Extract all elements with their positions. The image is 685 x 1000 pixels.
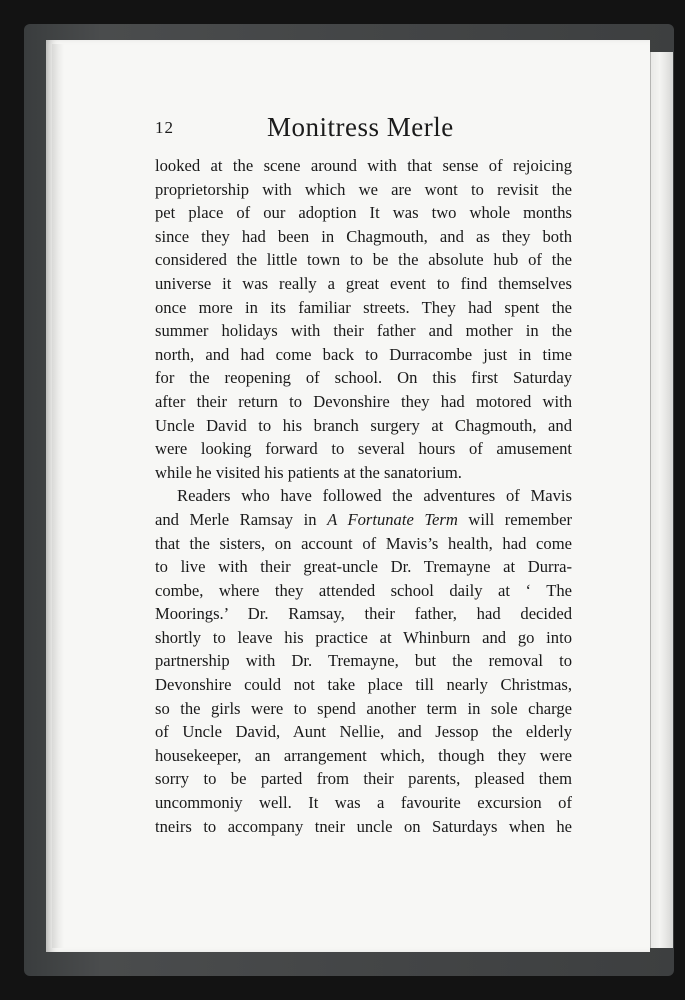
text-line: Moorings.’ Dr. Ramsay, their father, had decided bbox=[155, 604, 572, 624]
text-run: will remember bbox=[457, 509, 572, 529]
body-text bbox=[155, 154, 572, 838]
paragraph-2 bbox=[155, 484, 572, 838]
text-line: shortly to leave his practice at Whinburn and go into bbox=[155, 627, 572, 647]
page-gutter bbox=[52, 44, 64, 948]
text-line: tneirs to accompany tneir uncle on Saturdays when he bbox=[155, 816, 572, 836]
text-line: Readers who have followed the adventures of Mavis bbox=[177, 486, 572, 506]
text-line: uncommoniy well. It was a favourite excursion of bbox=[155, 793, 572, 813]
running-head: Monitress Merle bbox=[267, 112, 454, 142]
text-line: summer holidays with their father and mother in the bbox=[155, 321, 572, 341]
text-line: of Uncle David, Aunt Nellie, and Jessop the elderly bbox=[155, 722, 572, 742]
page-edges bbox=[650, 52, 673, 948]
text-line: since they had been in Chagmouth, and as they both bbox=[155, 226, 572, 246]
text-line: combe, where they attended school daily at ‘ The bbox=[155, 580, 572, 600]
text-run: and Merle Ramsay in bbox=[155, 509, 328, 529]
text-line: pet place of our adoption It was two whole months bbox=[155, 203, 572, 223]
page-header bbox=[155, 112, 572, 148]
text-line: Devonshire could not take place till nearly Christmas, bbox=[155, 675, 572, 695]
text-line: to live with their great-uncle Dr. Tremayne at Durra- bbox=[155, 557, 572, 577]
text-line: partnership with Dr. Tremayne, but the removal to bbox=[155, 651, 572, 671]
text-line: after their return to Devonshire they had motored with bbox=[155, 391, 572, 411]
text-line: north, and had come back to Durracombe just in time bbox=[155, 344, 572, 364]
text-line: were looking forward to several hours of amusement bbox=[155, 439, 572, 459]
text-line: housekeeper, an arrangement which, though they were bbox=[155, 745, 572, 765]
text-line: proprietorship with which we are wont to revisit the bbox=[155, 179, 572, 199]
text-line: considered the little town to be the absolute hub of the bbox=[155, 250, 572, 270]
text-line: for the reopening of school. On this first Saturday bbox=[155, 368, 572, 388]
text-line: once more in its familiar streets. They had spent the bbox=[155, 297, 572, 317]
text-line: sorry to be parted from their parents, pleased them bbox=[155, 769, 572, 789]
text-line bbox=[155, 508, 572, 532]
text-line: while he visited his patients at the sanatorium. bbox=[155, 462, 462, 482]
text-line: looked at the scene around with that sense of rejoicing bbox=[155, 156, 572, 175]
text-line: that the sisters, on account of Mavis’s health, had come bbox=[155, 533, 572, 553]
paragraph-1 bbox=[155, 154, 572, 484]
text-line: so the girls were to spend another term in sole charge bbox=[155, 698, 572, 718]
page-number: 12 bbox=[155, 118, 174, 137]
text-line: Uncle David to his branch surgery at Chagmouth, and bbox=[155, 415, 572, 435]
book-title: A Fortunate Term bbox=[327, 509, 458, 529]
text-line: universe it was really a great event to find themselves bbox=[155, 273, 572, 293]
